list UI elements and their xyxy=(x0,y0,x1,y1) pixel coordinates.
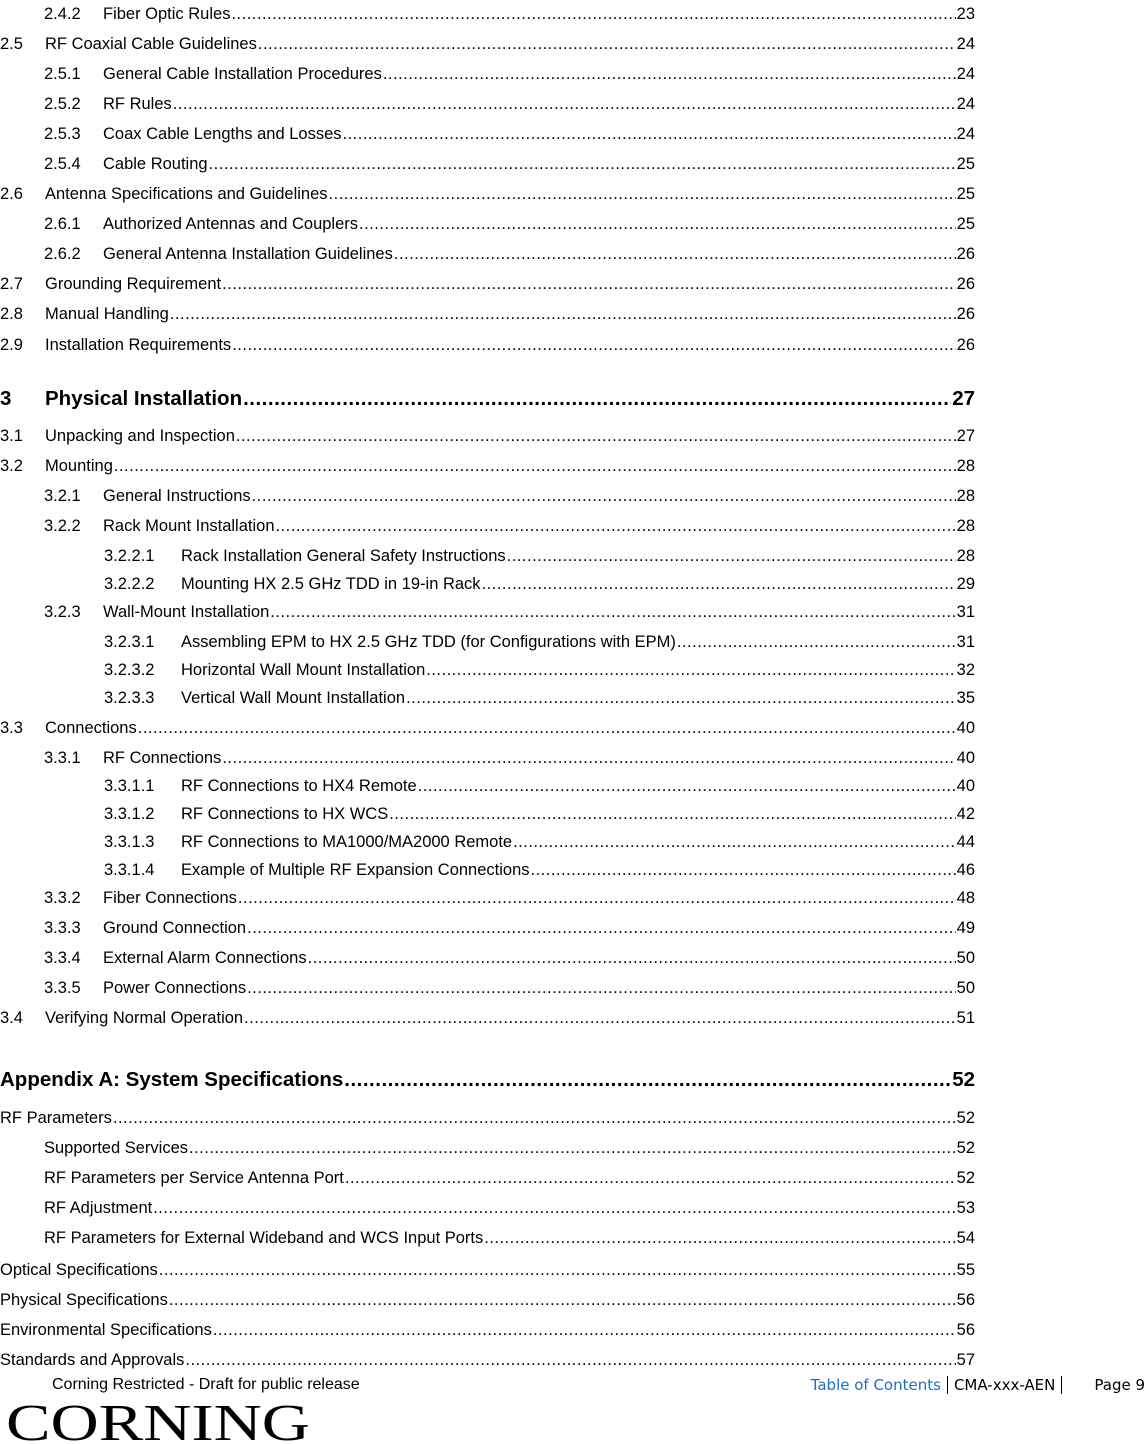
toc-entry-page: 28 xyxy=(956,516,975,535)
toc-entry-number: 2.7 xyxy=(0,274,23,293)
dot-leader xyxy=(389,806,955,823)
toc-entry-page: 40 xyxy=(956,748,975,767)
toc-entry-number: 2.5.4 xyxy=(44,154,81,173)
toc-entry-number: 3.3.1.1 xyxy=(104,776,155,795)
toc-entry-number: 3.3.1.3 xyxy=(104,832,155,851)
toc-entry[interactable] xyxy=(0,60,975,82)
toc-entry[interactable] xyxy=(0,714,975,736)
toc-entry-number: 3.2 xyxy=(0,456,23,475)
toc-entry[interactable] xyxy=(0,542,975,564)
dot-leader xyxy=(170,306,956,323)
toc-entry[interactable] xyxy=(0,570,975,592)
dot-leader xyxy=(247,920,956,937)
toc-entry-page: 46 xyxy=(956,860,975,879)
toc-entry[interactable] xyxy=(0,90,975,112)
toc-entry-number: 3.3.4 xyxy=(44,948,81,967)
toc-entry-number: 3.2.3.2 xyxy=(104,660,155,679)
toc-entry-title: Power Connections xyxy=(103,978,247,997)
toc-entry-title: Supported Services xyxy=(44,1138,188,1157)
toc-entry-page: 24 xyxy=(956,124,975,143)
toc-entry-page: 27 xyxy=(956,426,975,445)
toc-entry-number: 3.4 xyxy=(0,1008,23,1027)
dot-leader xyxy=(383,66,956,83)
toc-link[interactable]: Table of Contents xyxy=(811,1376,948,1394)
toc-entry-page: 25 xyxy=(956,184,975,203)
toc-entry-number: 3.2.2.2 xyxy=(104,574,155,593)
toc-entry-title: Mounting HX 2.5 GHz TDD in 19-in Rack xyxy=(181,574,481,593)
toc-entry-title: Authorized Antennas and Couplers xyxy=(103,214,359,233)
toc-entry[interactable] xyxy=(0,598,975,620)
toc-entry-title: External Alarm Connections xyxy=(103,948,307,967)
dot-leader xyxy=(482,576,956,593)
toc-entry[interactable] xyxy=(0,240,975,262)
toc-entry-title: Coax Cable Lengths and Losses xyxy=(103,124,342,143)
toc-entry-page: 27 xyxy=(952,386,975,410)
toc-entry[interactable] xyxy=(0,1004,975,1026)
dot-leader xyxy=(238,890,956,907)
dot-leader xyxy=(484,1230,955,1247)
toc-entry-page: 26 xyxy=(956,335,975,354)
toc-entry[interactable] xyxy=(0,1062,975,1090)
dot-leader xyxy=(209,156,956,173)
toc-entry-title: Rack Installation General Safety Instructions xyxy=(181,546,506,565)
toc-entry[interactable] xyxy=(0,1224,975,1246)
toc-entry-number: 2.5.2 xyxy=(44,94,81,113)
toc-entry-number: 3.3.1.4 xyxy=(104,860,155,879)
toc-entry-number: 3.3 xyxy=(0,718,23,737)
dot-leader xyxy=(343,126,956,143)
toc-entry[interactable] xyxy=(0,1194,975,1216)
dot-leader xyxy=(394,246,956,263)
toc-entry-number: 3.2.3.1 xyxy=(104,632,155,651)
toc-entry-title: RF Coaxial Cable Guidelines xyxy=(45,34,257,53)
toc-entry-title: RF Rules xyxy=(103,94,172,113)
toc-entry-number: 2.5.1 xyxy=(44,64,81,83)
toc-entry-number: 2.6 xyxy=(0,184,23,203)
toc-entry-title: Grounding Requirement xyxy=(45,274,222,293)
toc-entry-page: 48 xyxy=(956,888,975,907)
toc-entry[interactable] xyxy=(0,210,975,232)
toc-entry-title: RF Connections to HX4 Remote xyxy=(181,776,417,795)
toc-entry-page: 50 xyxy=(956,948,975,967)
dot-leader xyxy=(243,389,951,410)
toc-entry-title: Vertical Wall Mount Installation xyxy=(181,688,406,707)
footer-nav xyxy=(811,1376,1145,1394)
toc-entry-page: 29 xyxy=(956,574,975,593)
toc-entry-page: 28 xyxy=(956,546,975,565)
dot-leader xyxy=(247,980,956,997)
toc-entry[interactable] xyxy=(0,30,975,52)
toc-entry[interactable] xyxy=(0,884,975,906)
toc-entry-number: 3.2.1 xyxy=(44,486,81,505)
toc-entry[interactable] xyxy=(0,1104,975,1126)
toc-entry[interactable] xyxy=(0,1164,975,1186)
svg-text:CORNING: CORNING xyxy=(6,1396,310,1444)
toc-entry[interactable] xyxy=(0,150,975,172)
toc-entry-page: 56 xyxy=(956,1290,975,1309)
dot-leader xyxy=(426,662,955,679)
toc-entry-page: 52 xyxy=(956,1168,975,1187)
toc-entry-page: 42 xyxy=(956,804,975,823)
toc-entry-number: 3.3.1.2 xyxy=(104,804,155,823)
toc-entry-page: 23 xyxy=(956,4,975,23)
dot-leader xyxy=(153,1200,955,1217)
toc-entry-page: 55 xyxy=(956,1260,975,1279)
dot-leader xyxy=(173,96,956,113)
toc-entry[interactable] xyxy=(0,1346,975,1368)
toc-entry-title: Standards and Approvals xyxy=(0,1350,185,1369)
dot-leader xyxy=(308,950,956,967)
dot-leader xyxy=(329,186,956,203)
toc-entry-number: 3.1 xyxy=(0,426,23,445)
dot-leader xyxy=(344,1070,951,1091)
toc-entry-title: RF Parameters per Service Antenna Port xyxy=(44,1168,344,1187)
dot-leader xyxy=(244,1010,956,1027)
toc-entry-number: 3.2.3.3 xyxy=(104,688,155,707)
toc-entry-title: Fiber Connections xyxy=(103,888,237,907)
dot-leader xyxy=(213,1322,956,1339)
toc-entry[interactable] xyxy=(0,120,975,142)
toc-entry-page: 54 xyxy=(956,1228,975,1247)
toc-entry-title: Physical Installation xyxy=(45,386,243,410)
toc-entry-title: RF Connections xyxy=(103,748,222,767)
toc-entry-page: 25 xyxy=(956,154,975,173)
dot-leader xyxy=(507,548,956,565)
toc-entry[interactable] xyxy=(0,944,975,966)
toc-entry[interactable] xyxy=(0,0,975,22)
toc-entry-number: 2.6.2 xyxy=(44,244,81,263)
toc-entry-title: Fiber Optic Rules xyxy=(103,4,231,23)
toc-entry[interactable] xyxy=(0,1316,975,1338)
toc-entry-title: Verifying Normal Operation xyxy=(45,1008,244,1027)
dot-leader xyxy=(258,36,956,53)
toc-entry[interactable] xyxy=(0,628,975,650)
toc-entry-page: 24 xyxy=(956,34,975,53)
toc-entry-title: RF Parameters xyxy=(0,1108,112,1127)
dot-leader xyxy=(231,6,955,23)
toc-entry-title: Wall-Mount Installation xyxy=(103,602,270,621)
toc-entry-page: 24 xyxy=(956,94,975,113)
toc-entry-number: 3.3.1 xyxy=(44,748,81,767)
document-id: CMA-xxx-AEN xyxy=(948,1376,1062,1394)
toc-entry-number: 2.9 xyxy=(0,335,23,354)
toc-entry-page: 57 xyxy=(956,1350,975,1369)
toc-entry-title: General Cable Installation Procedures xyxy=(103,64,382,83)
toc-entry-title: Mounting xyxy=(45,456,113,475)
dot-leader xyxy=(236,428,956,445)
page-footer xyxy=(0,1374,1145,1444)
toc-entry-number: 2.8 xyxy=(0,304,23,323)
toc-entry-page: 44 xyxy=(956,832,975,851)
toc-entry-title: Assembling EPM to HX 2.5 GHz TDD (for Configurations with EPM) xyxy=(181,632,676,651)
toc-entry[interactable] xyxy=(0,300,975,322)
dot-leader xyxy=(252,488,956,505)
toc-entry[interactable] xyxy=(0,828,975,850)
toc-entry-title: Installation Requirements xyxy=(45,335,232,354)
toc-entry-title: Manual Handling xyxy=(45,304,169,323)
toc-entry-page: 26 xyxy=(956,304,975,323)
dot-leader xyxy=(276,518,956,535)
toc-entry[interactable] xyxy=(0,512,975,534)
dot-leader xyxy=(232,337,955,354)
toc-entry-page: 32 xyxy=(956,660,975,679)
dot-leader xyxy=(531,862,956,879)
toc-entry-page: 52 xyxy=(952,1067,975,1091)
dot-leader xyxy=(677,634,956,651)
toc-entry-title: Cable Routing xyxy=(103,154,208,173)
toc-entry-title: RF Adjustment xyxy=(44,1198,153,1217)
toc-entry[interactable] xyxy=(0,331,975,353)
toc-entry-number: 2.5 xyxy=(0,34,23,53)
toc-entry-page: 40 xyxy=(956,776,975,795)
toc-entry-number: 2.5.3 xyxy=(44,124,81,143)
toc-entry-page: 26 xyxy=(956,244,975,263)
toc-entry-title: Horizontal Wall Mount Installation xyxy=(181,660,426,679)
dot-leader xyxy=(169,1292,956,1309)
toc-entry[interactable] xyxy=(0,744,975,766)
toc-entry-number: 3.2.2 xyxy=(44,516,81,535)
dot-leader xyxy=(222,750,955,767)
dot-leader xyxy=(185,1352,955,1369)
toc-entry-page: 31 xyxy=(956,602,975,621)
toc-entry-title: General Instructions xyxy=(103,486,251,505)
restriction-notice: Corning Restricted - Draft for public release xyxy=(52,1376,360,1393)
dot-leader xyxy=(406,690,956,707)
toc-entry-page: 28 xyxy=(956,456,975,475)
dot-leader xyxy=(113,1110,956,1127)
toc-entry[interactable] xyxy=(0,772,975,794)
toc-entry-title: RF Connections to HX WCS xyxy=(181,804,389,823)
toc-entry[interactable] xyxy=(0,180,975,202)
toc-entry[interactable] xyxy=(0,422,975,444)
toc-entry[interactable] xyxy=(0,381,975,409)
toc-entry-title: Unpacking and Inspection xyxy=(45,426,235,445)
toc-entry-number: 3.2.2.1 xyxy=(104,546,155,565)
toc-entry[interactable] xyxy=(0,482,975,504)
dot-leader xyxy=(159,1262,956,1279)
toc-entry-page: 53 xyxy=(956,1198,975,1217)
toc-entry-page: 51 xyxy=(956,1008,975,1027)
toc-entry-number: 3.3.2 xyxy=(44,888,81,907)
toc-entry-title: Example of Multiple RF Expansion Connections xyxy=(181,860,530,879)
toc-entry-title: Ground Connection xyxy=(103,918,247,937)
toc-entry[interactable] xyxy=(0,1256,975,1278)
toc-entry-title: RF Connections to MA1000/MA2000 Remote xyxy=(181,832,513,851)
toc-entry-title: Connections xyxy=(45,718,137,737)
corning-logo xyxy=(6,1396,312,1444)
toc-entry[interactable] xyxy=(0,1286,975,1308)
toc-entry-page: 50 xyxy=(956,978,975,997)
toc-entry-page: 25 xyxy=(956,214,975,233)
toc-entry-title: Antenna Specifications and Guidelines xyxy=(45,184,328,203)
toc-entry-number: 3.2.3 xyxy=(44,602,81,621)
toc-entry-page: 35 xyxy=(956,688,975,707)
toc-entry-page: 24 xyxy=(956,64,975,83)
toc-entry[interactable] xyxy=(0,800,975,822)
toc-entry[interactable] xyxy=(0,1134,975,1156)
toc-entry-page: 40 xyxy=(956,718,975,737)
toc-entry-page: 52 xyxy=(956,1138,975,1157)
toc-entry-number: 3 xyxy=(0,386,12,410)
toc-entry-page: 28 xyxy=(956,486,975,505)
dot-leader xyxy=(138,720,956,737)
toc-entry-number: 2.6.1 xyxy=(44,214,81,233)
toc-entry-page: 49 xyxy=(956,918,975,937)
toc-entry-page: 26 xyxy=(956,274,975,293)
toc-entry-page: 56 xyxy=(956,1320,975,1339)
dot-leader xyxy=(270,604,955,621)
toc-entry[interactable] xyxy=(0,452,975,474)
toc-entry-title: Rack Mount Installation xyxy=(103,516,275,535)
toc-entry-title: Physical Specifications xyxy=(0,1290,168,1309)
toc-entry[interactable] xyxy=(0,856,975,878)
toc-entry-title: Environmental Specifications xyxy=(0,1320,212,1339)
dot-leader xyxy=(359,216,956,233)
toc-entry[interactable] xyxy=(0,914,975,936)
dot-leader xyxy=(222,276,956,293)
toc-entry-number: 3.3.3 xyxy=(44,918,81,937)
toc-entry[interactable] xyxy=(0,656,975,678)
toc-entry-title: Appendix A: System Specifications xyxy=(0,1067,344,1091)
toc-entry[interactable] xyxy=(0,270,975,292)
toc-entry-title: General Antenna Installation Guidelines xyxy=(103,244,393,263)
dot-leader xyxy=(114,458,956,475)
dot-leader xyxy=(189,1140,956,1157)
toc-entry[interactable] xyxy=(0,684,975,706)
toc-entry[interactable] xyxy=(0,974,975,996)
toc-entry-page: 52 xyxy=(956,1108,975,1127)
page-number: Page 9 xyxy=(1094,1376,1145,1394)
toc-entry-page: 31 xyxy=(956,632,975,651)
toc-entry-title: RF Parameters for External Wideband and WCS Input Ports xyxy=(44,1228,484,1247)
dot-leader xyxy=(345,1170,956,1187)
dot-leader xyxy=(418,778,956,795)
dot-leader xyxy=(513,834,956,851)
toc-entry-number: 3.3.5 xyxy=(44,978,81,997)
toc-entry-title: Optical Specifications xyxy=(0,1260,158,1279)
toc-entry-number: 2.4.2 xyxy=(44,4,81,23)
